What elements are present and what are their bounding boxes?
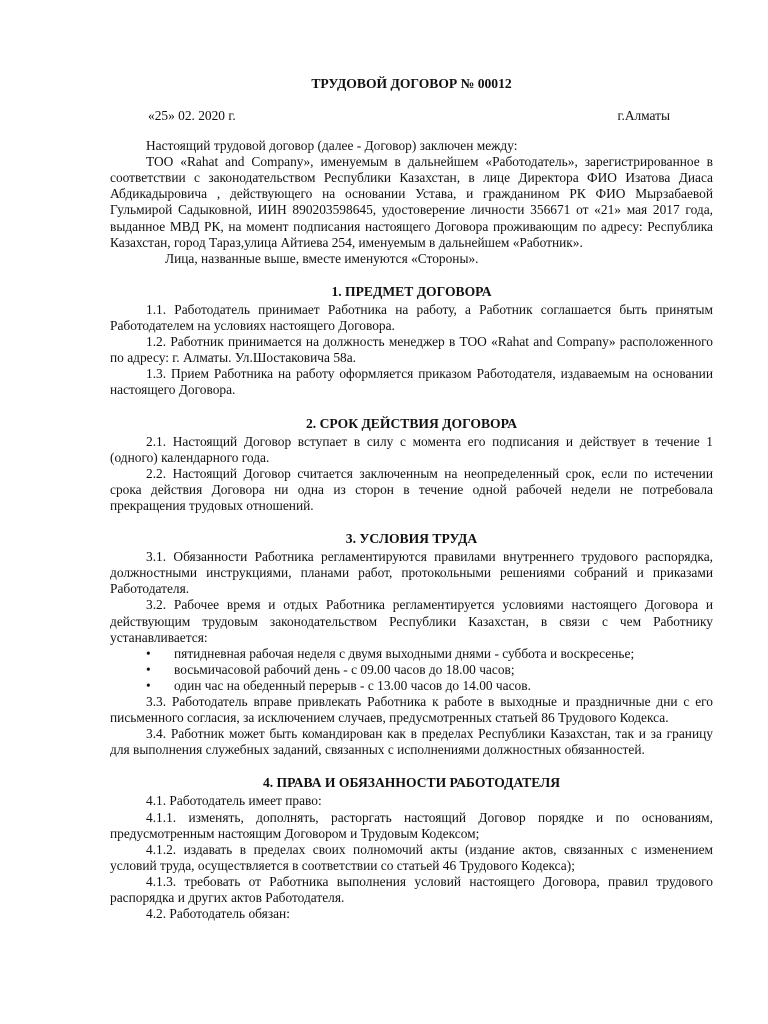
clause-1-2: 1.2. Работник принимается на должность менеджер в ТОО «Rahat and Company» расположенного по адресу: г. Алматы. Ул.Шостаковича 58а. xyxy=(110,334,713,366)
parties-paragraph: ТОО «Rahat and Company», именуемым в дальнейшем «Работодатель», зарегистрированное в соответствии с законодательством Республики Казахстан, в лице Директора ФИО Изатова Диаса Абдикадыровича , действующего на основании Устава, и гражданином РК ФИО Мырзабаевой Гульмирой Садыковной, ИИН 890203598645, удостоверение личности 356671 от «21» мая 2017 года, выданное МВД РК, на момент подписания настоящего Договора проживающим по адресу: Республика Казахстан, город Тараз,улица Айтиева 254, именуемым в дальнейшем «Работник». xyxy=(110,154,713,250)
clause-4-1-3: 4.1.3. требовать от Работника выполнения условий настоящего Договора, правил трудового распорядка и других актов Работодателя. xyxy=(110,873,713,906)
list-item xyxy=(110,662,713,678)
parties-summary: Лица, названные выше, вместе именуются «Стороны». xyxy=(165,250,479,266)
list-item-text: пятидневная рабочая неделя с двумя выходными днями - суббота и воскресенье; xyxy=(174,645,635,661)
section-3-title: 3. УСЛОВИЯ ТРУДА xyxy=(345,531,478,547)
clause-1-1: 1.1. Работодатель принимает Работника на работу, а Работник соглашается быть принятым Работодателем на условиях настоящего Договора. xyxy=(110,301,713,334)
section-1-title: 1. ПРЕДМЕТ ДОГОВОРА xyxy=(331,283,492,299)
contract-date: «25» 02. 2020 г. xyxy=(148,108,236,124)
list-item xyxy=(110,678,713,694)
clause-2-1: 2.1. Настоящий Договор вступает в силу с момента его подписания и действует в течение 1 (одного) календарного года. xyxy=(110,433,713,465)
clause-4-1-1: 4.1.1. изменять, дополнять, расторгать настоящий Договор порядке и по основаниям, предусмотренным настоящим Договором и Трудовым Кодексом; xyxy=(110,809,713,841)
clause-3-4: 3.4. Работник может быть командирован как в пределах Республики Казахстан, так и за границу для выполнения служебных заданий, связанных с исполнениями должностных обязанностей. xyxy=(110,726,713,758)
document-body xyxy=(110,76,713,922)
clause-2-2: 2.2. Настоящий Договор считается заключенным на неопределенный срок, если по истечении срока действия Договора ни одна из сторон в течение одной рабочей недели не потребовала прекращения трудовых отношений. xyxy=(110,465,713,513)
bullet-icon: • xyxy=(146,661,151,677)
clause-4-2: 4.2. Работодатель обязан: xyxy=(146,906,290,922)
document-title: ТРУДОВОЙ ДОГОВОР № 00012 xyxy=(311,76,512,91)
clause-3-2: 3.2. Рабочее время и отдых Работника регламентируется условиями настоящего Договора и действующим трудовым законодательством Республики Казахстан, в связи с чем Работнику устанавливается: xyxy=(110,597,713,645)
intro-paragraph: Настоящий трудовой договор (далее - Договор) заключен между: xyxy=(146,138,518,154)
bullet-icon: • xyxy=(146,645,151,661)
clause-4-1: 4.1. Работодатель имеет право: xyxy=(146,793,322,809)
clause-4-1-2: 4.1.2. издавать в пределах своих полномочий акты (издание актов, связанных с изменением условий труда, осуществляется в соответствии со статьей 46 Трудового Кодекса); xyxy=(110,841,713,873)
date-city-line xyxy=(110,108,713,124)
clause-1-3: 1.3. Прием Работника на работу оформляется приказом Работодателя, издаваемым на основании настоящего Договора. xyxy=(110,366,713,398)
list-item-text: один час на обеденный перерыв - с 13.00 часов до 14.00 часов. xyxy=(174,677,531,693)
section-2-title: 2. СРОК ДЕЙСТВИЯ ДОГОВОРА xyxy=(305,415,518,431)
clause-3-3: 3.3. Работодатель вправе привлекать Работника к работе в выходные и праздничные дни с его письменного согласия, за исключением случаев, предусмотренных статьей 86 Трудового Кодекса. xyxy=(110,694,713,726)
working-hours-list xyxy=(110,646,713,694)
contract-city: г.Алматы xyxy=(617,108,670,124)
section-4-title: 4. ПРАВА И ОБЯЗАННОСТИ РАБОТОДАТЕЛЯ xyxy=(262,775,561,791)
clause-3-1: 3.1. Обязанности Работника регламентируются правилами внутреннего трудового распорядка, должностными инструкциями, планами работ, протокольными решениями собраний и приказами Работодателя. xyxy=(110,549,713,597)
list-item xyxy=(110,646,713,662)
bullet-icon: • xyxy=(146,677,151,693)
list-item-text: восьмичасовой рабочий день - с 09.00 часов до 18.00 часов; xyxy=(174,661,515,677)
